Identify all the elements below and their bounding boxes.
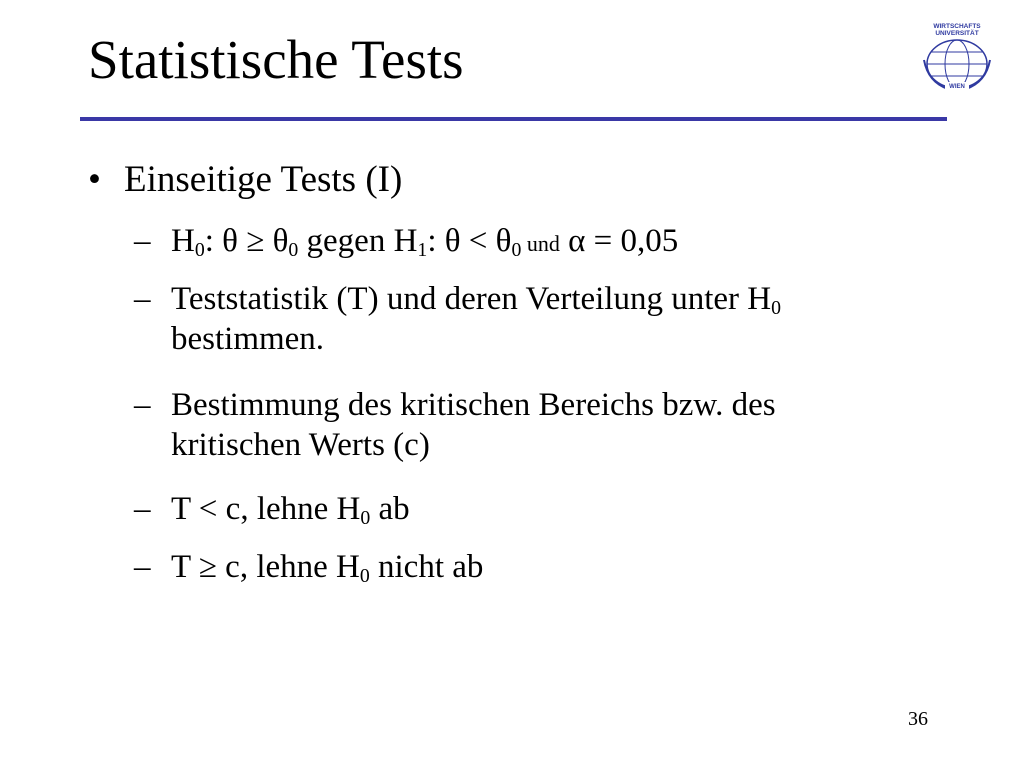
not-reject-text: T ≥ c, lehne $H_0$ nicht ab bbox=[171, 549, 484, 587]
sub-dash: – bbox=[134, 549, 151, 585]
sub-dash: – bbox=[134, 223, 151, 259]
critical-region-line-1: Bestimmung des kritischen Bereichs bzw. des bbox=[171, 387, 776, 423]
logo-text-top: WIRTSCHAFTS bbox=[933, 23, 981, 30]
sub-dash: – bbox=[134, 387, 151, 423]
university-logo bbox=[918, 20, 996, 92]
sub-item-hypotheses bbox=[134, 222, 678, 262]
bullet-text: Einseitige Tests (I) bbox=[124, 159, 403, 200]
slide-title: Statistische Tests bbox=[88, 29, 464, 90]
teststatistic-line-2: bestimmen. bbox=[171, 320, 325, 357]
sub-dash: – bbox=[134, 281, 151, 317]
bullet-marker: • bbox=[88, 159, 101, 200]
critical-region-line-2: kritischen Werts (c) bbox=[171, 426, 430, 463]
reject-text: T < c, lehne $H_0$ ab bbox=[171, 491, 410, 529]
logo-text-bottom: WIEN bbox=[949, 84, 965, 90]
logo-text-mid: UNIVERSITÄT bbox=[935, 30, 979, 37]
sub-item-not-reject bbox=[134, 548, 483, 588]
sub-item-critical-region bbox=[134, 386, 776, 465]
sub-dash: – bbox=[134, 491, 151, 527]
hypotheses-text: $H_0$: $\theta \ge \theta_0$ gegen $H_1$: $\theta < \theta_0$ und α = 0,05 bbox=[171, 223, 679, 261]
sub-item-teststatistic bbox=[134, 280, 781, 359]
teststatistic-line-1: Teststatistik (T) und deren Verteilung unter $H_0$ bbox=[171, 281, 781, 319]
page-number: 36 bbox=[908, 708, 928, 730]
title-underline bbox=[80, 117, 947, 121]
main-bullet bbox=[88, 158, 402, 202]
sub-item-reject bbox=[134, 490, 410, 530]
